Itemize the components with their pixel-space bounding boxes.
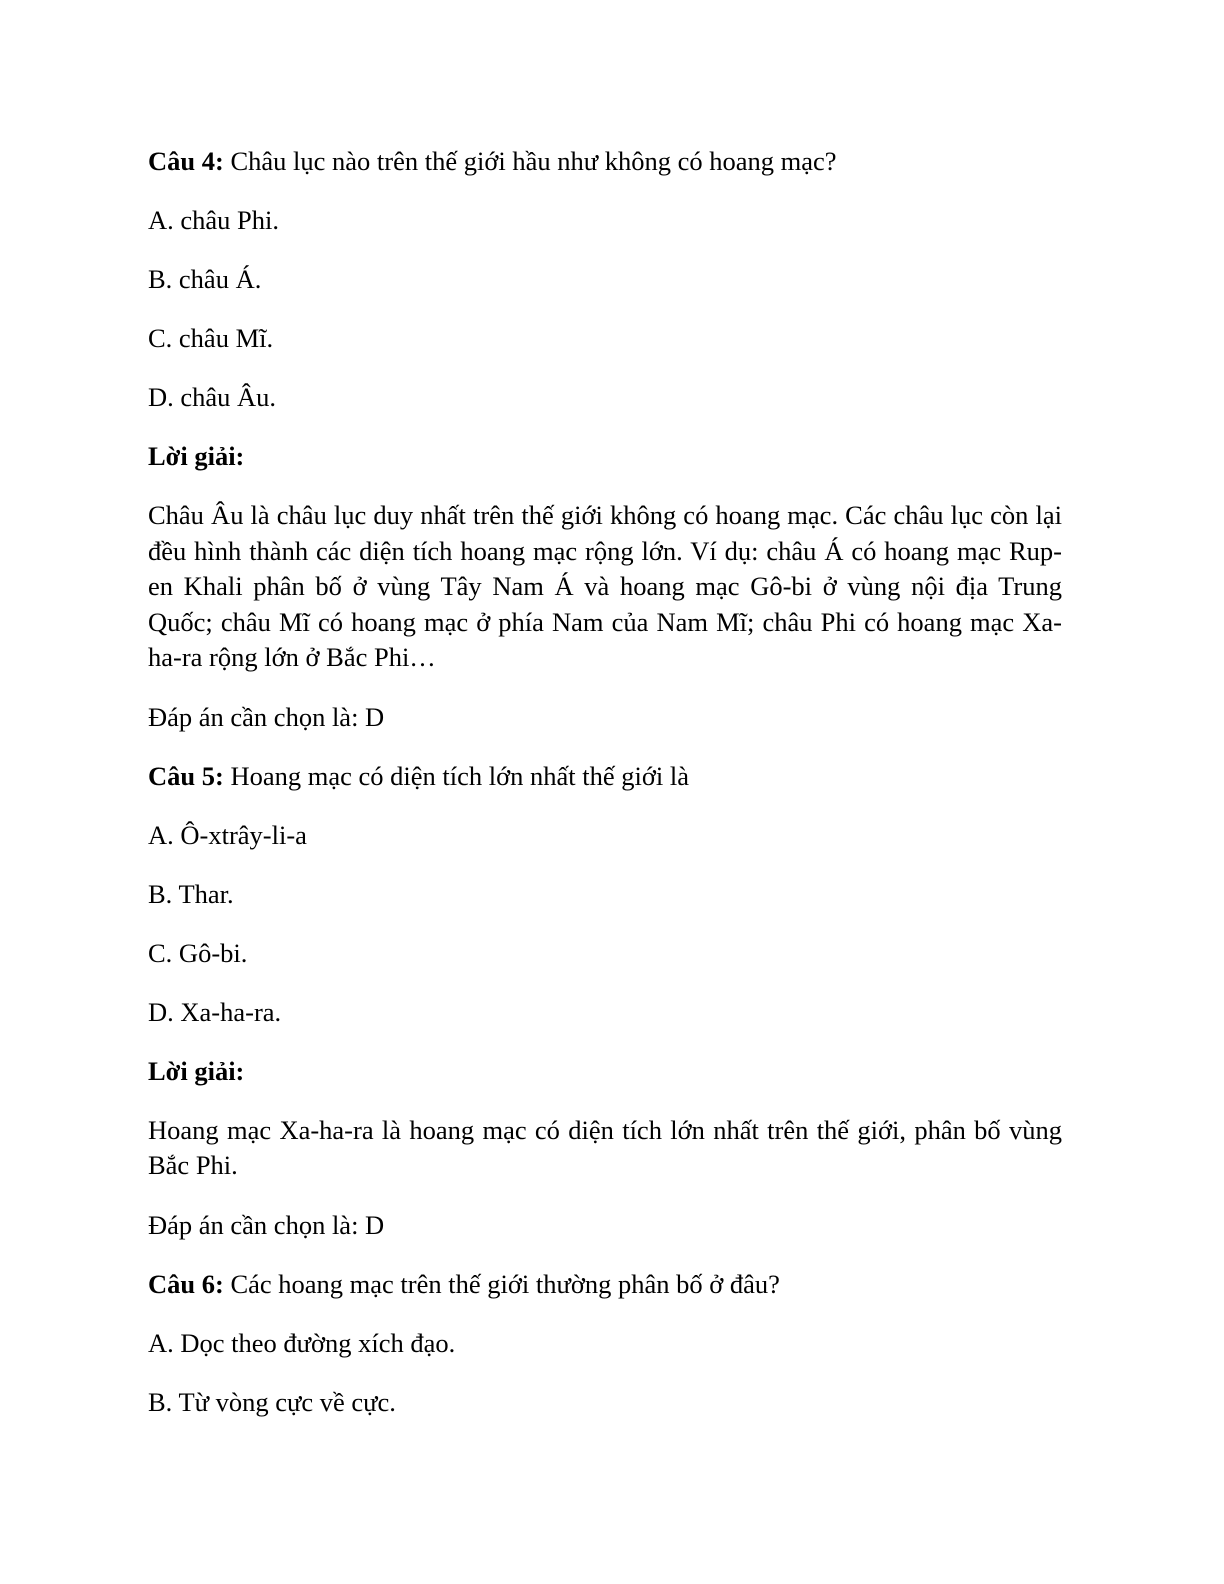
question-4-option-c: C. châu Mĩ. — [148, 323, 274, 353]
question-5-text: Hoang mạc có diện tích lớn nhất thế giới là — [223, 760, 689, 791]
question-5-option-a: A. Ô-xtrây-li-a — [148, 819, 307, 850]
question-5-solution-text: Hoang mạc Xa-ha-ra là hoang mạc có diện tích lớn nhất trên thế giới, phân bố vùng Bắc Phi. — [148, 1114, 1062, 1180]
question-5-label: Câu 5: — [148, 760, 224, 791]
question-4-text: Châu lục nào trên thế giới hầu như không có hoang mạc? — [223, 146, 837, 176]
question-4-solution-text: Châu Âu là châu lục duy nhất trên thế giới không có hoang mạc. Các châu lục còn lại đều hình thành các diện tích hoang mạc rộng lớn. Ví dụ: châu Á có hoang mạc Rup-en Khali phân bố ở vùng Tây Nam Á và hoang mạc Gô-bi ở vùng nội địa Trung Quốc; châu Mĩ có hoang mạc ở phía Nam của Nam Mĩ; châu Phi có hoang mạc Xa-ha-ra rộng lớn ở Bắc Phi… — [148, 500, 1062, 672]
question-5-option-c: C. Gô-bi. — [148, 937, 248, 968]
question-4-answer: Đáp án cần chọn là: D — [148, 701, 385, 732]
question-5-option-b: B. Thar. — [148, 878, 234, 909]
question-6 — [148, 1267, 1062, 1302]
question-6-option-a: A. Dọc theo đường xích đạo. — [148, 1327, 456, 1358]
question-6-text: Các hoang mạc trên thế giới thường phân bố ở đâu? — [223, 1268, 780, 1299]
question-6-label: Câu 6: — [148, 1268, 224, 1299]
question-5-option-d: D. Xa-ha-ra. — [148, 996, 282, 1027]
question-5-solution-label: Lời giải: — [148, 1055, 245, 1086]
question-4-option-d: D. châu Âu. — [148, 382, 277, 412]
question-4-option-b: B. châu Á. — [148, 264, 262, 294]
question-4-option-a: A. châu Phi. — [148, 205, 280, 235]
question-4-label: Câu 4: — [148, 146, 224, 176]
question-4-solution-label: Lời giải: — [148, 441, 245, 471]
question-5-answer: Đáp án cần chọn là: D — [148, 1209, 385, 1240]
question-6-option-b: B. Từ vòng cực về cực. — [148, 1386, 396, 1417]
question-5 — [148, 759, 1062, 794]
question-4 — [148, 144, 1062, 179]
document-page — [148, 144, 1062, 1444]
